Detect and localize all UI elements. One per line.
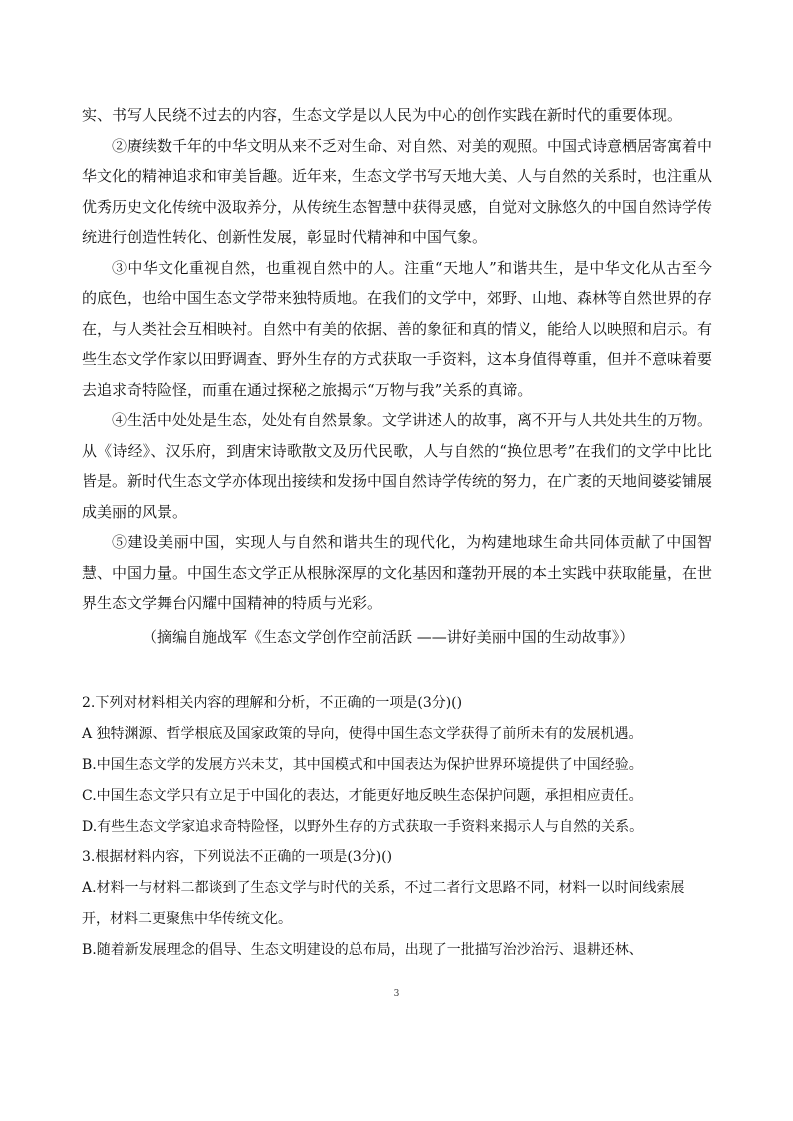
question-2 <box>82 688 712 843</box>
question-3-stem: 3.根据材料内容，下列说法不正确的一项是(3分)() <box>82 849 393 865</box>
question-3-option-b: B.随着新发展理念的倡导、生态文明建设的总布局，出现了一批描写治沙治污、退耕还林、 <box>82 942 643 958</box>
question-2-option-a: A 独特渊源、哲学根底及国家政策的导向，使得中国生态文学获得了前所未有的发展机遇。 <box>82 726 643 742</box>
question-2-stem: 2.下列对材料相关内容的理解和分析，不正确的一项是(3分)() <box>82 695 463 711</box>
passage-paragraph-3: ③中华文化重视自然，也重视自然中的人。注重“天地人”和谐共生，是中华文化从古至今的底色，也给中国生态文学带来独特质地。在我们的文学中，郊野、山地、森林等自然世界的存在，与人类社会互相映衬。自然中有美的依据、善的象征和真的情义，能给人以映照和启示。有些生态文学作家以田野调查、野外生存的方式获取一手资料，这本身值得尊重，但并不意味着要去追求奇特险怪，而重在通过探秘之旅揭示“万物与我”关系的真谛。 <box>82 258 713 399</box>
passage-source: （摘编自施战军《生态文学创作空前活跃 ——讲好美丽中国的生动故事》） <box>142 628 635 646</box>
passage-paragraph-5: ⑤建设美丽中国，实现人与自然和谐共生的现代化，为构建地球生命共同体贡献了中国智慧、中国力量。中国生态文学正从根脉深厚的文化基因和蓬勃开展的本土实践中获取能量，在世界生态文学舞台闪耀中国精神的特质与光彩。 <box>82 533 713 612</box>
question-3 <box>82 842 712 966</box>
question-2-option-b: B.中国生态文学的发展方兴未艾，其中国模式和中国表达为保护世界环境提供了中国经验。 <box>82 757 643 773</box>
passage-paragraph-2: ②赓续数千年的中华文明从来不乏对生命、对自然、对美的观照。中国式诗意栖居寄寓着中华文化的精神追求和审美旨趣。近年来，生态文学书写天地大美、人与自然的关系时，也注重从优秀历史文化传统中汲取养分，从传统生态智慧中获得灵感，自觉对文脉悠久的中国自然诗学传统进行创造性转化、创新性发展，彰显时代精神和中国气象。 <box>82 136 713 246</box>
passage-continuation: 实、书写人民绕不过去的内容，生态文学是以人民为中心的创作实践在新时代的重要体现。 <box>82 106 683 124</box>
question-3-option-a: A.材料一与材料二都谈到了生态文学与时代的关系，不过二者行文思路不同，材料一以时间线索展开，材料二更聚焦中华传统文化。 <box>82 880 685 927</box>
question-2-option-d: D.有些生态文学家追求奇特险怪，以野外生存的方式获取一手资料来揭示人与自然的关系。 <box>82 819 644 835</box>
passage-body <box>82 100 712 619</box>
question-2-option-c: C.中国生态文学只有立足于中国化的表达，才能更好地反映生态保护问题，承担相应责任。 <box>82 788 643 804</box>
passage-paragraph-4: ④生活中处处是生态，处处有自然景象。文学讲述人的故事，离不开与人共处共生的万物。从《诗经》、汉乐府，到唐宋诗歌散文及历代民歌，人与自然的“换位思考”在我们的文学中比比皆是。新时代生态文学亦体现出接续和发扬中国自然诗学传统的努力，在广袤的天地间婆娑铺展成美丽的风景。 <box>82 411 713 521</box>
page-number: 3 <box>393 989 400 999</box>
